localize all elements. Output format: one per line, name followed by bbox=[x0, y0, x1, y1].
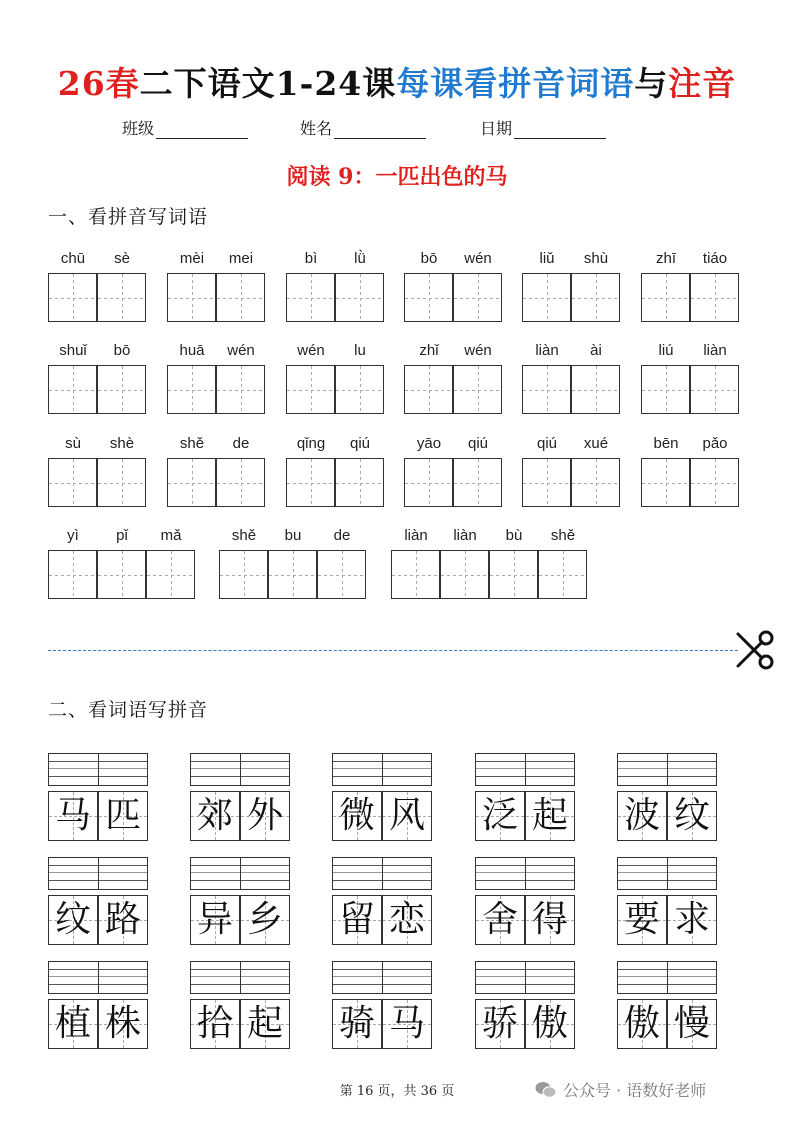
writing-box[interactable] bbox=[690, 365, 739, 414]
title-part-1: 26春 bbox=[57, 64, 140, 103]
pinyin-label: shuǐ bbox=[59, 342, 87, 359]
title-part-3: 每课看拼音词语 bbox=[396, 64, 635, 103]
pinyin-label: liàn bbox=[535, 342, 559, 359]
pinyin-label: shě bbox=[231, 527, 257, 544]
character-box bbox=[48, 999, 98, 1049]
writing-box[interactable] bbox=[571, 365, 620, 414]
writing-box[interactable] bbox=[48, 458, 97, 507]
character: 乡 bbox=[246, 899, 283, 940]
writing-box[interactable] bbox=[522, 365, 571, 414]
pinyin-label: qiú bbox=[536, 435, 558, 452]
pinyin-label: huā bbox=[179, 342, 205, 359]
pinyin-label: wén bbox=[464, 342, 492, 359]
pinyin-label: bō bbox=[113, 342, 131, 359]
pinyin-label: lu bbox=[354, 342, 366, 359]
writing-box[interactable] bbox=[216, 365, 265, 414]
character-box bbox=[475, 791, 525, 841]
character: 异 bbox=[196, 899, 233, 940]
pinyin-line-divider bbox=[382, 858, 383, 889]
pinyin-label: pǐ bbox=[116, 527, 128, 544]
pinyin-label: bì bbox=[304, 250, 318, 267]
character-box bbox=[332, 791, 382, 841]
character-box bbox=[617, 999, 667, 1049]
page-footer: 第 16 页，共 36 页 bbox=[339, 1084, 455, 1099]
pinyin-label: liàn bbox=[703, 342, 727, 359]
character: 泛 bbox=[481, 795, 518, 836]
writing-box[interactable] bbox=[453, 365, 502, 414]
pinyin-label: shě bbox=[550, 527, 576, 544]
character-box bbox=[525, 791, 575, 841]
pinyin-label: bō bbox=[420, 250, 438, 267]
pinyin-writing-line[interactable] bbox=[48, 961, 148, 994]
writing-box[interactable] bbox=[641, 365, 690, 414]
writing-box[interactable] bbox=[690, 273, 739, 322]
writing-box[interactable] bbox=[317, 550, 366, 599]
character: 马 bbox=[388, 1003, 425, 1044]
pinyin-writing-line[interactable] bbox=[190, 753, 290, 786]
pinyin-label: bēn bbox=[653, 435, 679, 452]
watermark-text: 公众号 · 语数好老师 bbox=[563, 1081, 707, 1100]
pinyin-label: lǜ bbox=[354, 250, 366, 267]
name-label: 姓名 bbox=[300, 119, 333, 138]
writing-box[interactable] bbox=[216, 273, 265, 322]
class-blank[interactable] bbox=[156, 123, 248, 139]
writing-box[interactable] bbox=[404, 458, 453, 507]
writing-box[interactable] bbox=[97, 365, 146, 414]
date-label: 日期 bbox=[480, 119, 513, 138]
character: 起 bbox=[246, 1003, 283, 1044]
title-part-2: 二下语文1-24课 bbox=[139, 64, 397, 103]
name-field bbox=[300, 116, 426, 139]
title-part-4: 与 bbox=[634, 64, 669, 103]
pinyin-writing-line[interactable] bbox=[48, 857, 148, 890]
pinyin-label: qǐng bbox=[296, 435, 326, 452]
pinyin-label: wén bbox=[464, 250, 492, 267]
writing-box[interactable] bbox=[522, 458, 571, 507]
writing-box[interactable] bbox=[571, 273, 620, 322]
scissors-icon bbox=[732, 628, 776, 672]
pinyin-line-divider bbox=[240, 754, 241, 785]
pinyin-label: zhī bbox=[655, 250, 676, 267]
writing-box[interactable] bbox=[268, 550, 317, 599]
writing-box[interactable] bbox=[167, 365, 216, 414]
character-box bbox=[48, 791, 98, 841]
date-blank[interactable] bbox=[514, 123, 606, 139]
character: 路 bbox=[104, 899, 141, 940]
character-box bbox=[382, 895, 432, 945]
writing-box[interactable] bbox=[453, 273, 502, 322]
pinyin-writing-line[interactable] bbox=[617, 753, 717, 786]
character-box bbox=[667, 895, 717, 945]
date-field bbox=[480, 116, 606, 139]
character-box bbox=[48, 895, 98, 945]
section1-heading: 一、看拼音写词语 bbox=[48, 206, 209, 228]
pinyin-line-divider bbox=[382, 754, 383, 785]
character: 留 bbox=[338, 899, 375, 940]
character: 要 bbox=[623, 899, 660, 940]
pinyin-label: mǎ bbox=[160, 527, 182, 544]
writing-box[interactable] bbox=[335, 365, 384, 414]
class-field bbox=[122, 116, 248, 139]
watermark bbox=[535, 1078, 706, 1101]
character-box bbox=[475, 999, 525, 1049]
writing-box[interactable] bbox=[97, 550, 146, 599]
writing-box[interactable] bbox=[440, 550, 489, 599]
character-box bbox=[240, 895, 290, 945]
pinyin-label: shè bbox=[109, 435, 135, 452]
writing-box[interactable] bbox=[538, 550, 587, 599]
pinyin-line-divider bbox=[667, 754, 668, 785]
character-box bbox=[98, 999, 148, 1049]
character: 风 bbox=[388, 795, 425, 836]
writing-box[interactable] bbox=[571, 458, 620, 507]
writing-box[interactable] bbox=[216, 458, 265, 507]
writing-box[interactable] bbox=[286, 273, 335, 322]
pinyin-label: bù bbox=[505, 527, 523, 544]
pinyin-label: pǎo bbox=[702, 435, 728, 452]
character: 郊 bbox=[196, 795, 233, 836]
character-box bbox=[525, 895, 575, 945]
character: 外 bbox=[246, 795, 283, 836]
pinyin-label: chū bbox=[60, 250, 86, 267]
writing-box[interactable] bbox=[335, 458, 384, 507]
pinyin-label: yāo bbox=[416, 435, 442, 452]
title-part-5: 注音 bbox=[668, 64, 737, 103]
lesson-subtitle: 阅读 9：一匹出色的马 bbox=[286, 164, 508, 190]
character-box bbox=[190, 999, 240, 1049]
character: 纹 bbox=[673, 795, 710, 836]
writing-box[interactable] bbox=[167, 273, 216, 322]
writing-box[interactable] bbox=[335, 273, 384, 322]
character-box bbox=[240, 791, 290, 841]
pinyin-line-divider bbox=[240, 962, 241, 993]
writing-box[interactable] bbox=[146, 550, 195, 599]
name-blank[interactable] bbox=[334, 123, 426, 139]
pinyin-label: mèi bbox=[179, 250, 205, 267]
pinyin-writing-line[interactable] bbox=[617, 857, 717, 890]
pinyin-line-divider bbox=[382, 962, 383, 993]
character: 起 bbox=[531, 795, 568, 836]
pinyin-line-divider bbox=[98, 858, 99, 889]
cut-line bbox=[48, 650, 738, 651]
character: 植 bbox=[54, 1003, 91, 1044]
pinyin-writing-line[interactable] bbox=[475, 961, 575, 994]
wechat-icon bbox=[535, 1081, 557, 1099]
pinyin-label: ài bbox=[590, 342, 602, 359]
character: 骄 bbox=[481, 1003, 518, 1044]
character-box bbox=[617, 791, 667, 841]
character: 拾 bbox=[196, 1003, 233, 1044]
character: 波 bbox=[623, 795, 660, 836]
pinyin-label: liàn bbox=[404, 527, 428, 544]
character-box bbox=[190, 791, 240, 841]
pinyin-line-divider bbox=[525, 962, 526, 993]
pinyin-label: wén bbox=[227, 342, 255, 359]
writing-box[interactable] bbox=[48, 273, 97, 322]
character: 恋 bbox=[388, 899, 425, 940]
character-box bbox=[382, 791, 432, 841]
pinyin-label: bu bbox=[284, 527, 302, 544]
writing-box[interactable] bbox=[404, 365, 453, 414]
writing-box[interactable] bbox=[453, 458, 502, 507]
pinyin-label: liú bbox=[658, 342, 674, 359]
pinyin-label: wén bbox=[297, 342, 325, 359]
writing-box[interactable] bbox=[641, 273, 690, 322]
character-box bbox=[240, 999, 290, 1049]
writing-box[interactable] bbox=[690, 458, 739, 507]
character-box bbox=[332, 895, 382, 945]
pinyin-label: sè bbox=[114, 250, 130, 267]
writing-box[interactable] bbox=[286, 458, 335, 507]
character-box bbox=[382, 999, 432, 1049]
character-box bbox=[98, 791, 148, 841]
character-box bbox=[667, 791, 717, 841]
character: 株 bbox=[104, 1003, 141, 1044]
character: 骑 bbox=[338, 1003, 375, 1044]
writing-box[interactable] bbox=[489, 550, 538, 599]
pinyin-label: shě bbox=[179, 435, 205, 452]
character: 得 bbox=[531, 899, 568, 940]
pinyin-line-divider bbox=[667, 858, 668, 889]
pinyin-writing-line[interactable] bbox=[332, 961, 432, 994]
writing-box[interactable] bbox=[391, 550, 440, 599]
writing-box[interactable] bbox=[167, 458, 216, 507]
pinyin-line-divider bbox=[525, 858, 526, 889]
pinyin-line-divider bbox=[98, 962, 99, 993]
writing-box[interactable] bbox=[48, 365, 97, 414]
pinyin-label: de bbox=[333, 527, 351, 544]
pinyin-label: qiú bbox=[349, 435, 371, 452]
pinyin-writing-line[interactable] bbox=[190, 857, 290, 890]
pinyin-label: qiú bbox=[467, 435, 489, 452]
writing-box[interactable] bbox=[404, 273, 453, 322]
pinyin-writing-line[interactable] bbox=[475, 753, 575, 786]
writing-box[interactable] bbox=[97, 273, 146, 322]
character: 匹 bbox=[104, 795, 141, 836]
character: 微 bbox=[338, 795, 375, 836]
character: 纹 bbox=[54, 899, 91, 940]
pinyin-label: mei bbox=[228, 250, 254, 267]
pinyin-label: sù bbox=[65, 435, 81, 452]
pinyin-label: shù bbox=[583, 250, 609, 267]
pinyin-label: xué bbox=[583, 435, 609, 452]
character-box bbox=[525, 999, 575, 1049]
pinyin-writing-line[interactable] bbox=[332, 857, 432, 890]
pinyin-line-divider bbox=[667, 962, 668, 993]
pinyin-writing-line[interactable] bbox=[617, 961, 717, 994]
pinyin-label: liǔ bbox=[539, 250, 555, 267]
pinyin-writing-line[interactable] bbox=[190, 961, 290, 994]
character-box bbox=[190, 895, 240, 945]
writing-box[interactable] bbox=[219, 550, 268, 599]
character-box bbox=[332, 999, 382, 1049]
character: 傲 bbox=[623, 1003, 660, 1044]
pinyin-writing-line[interactable] bbox=[475, 857, 575, 890]
character: 求 bbox=[673, 899, 710, 940]
writing-box[interactable] bbox=[97, 458, 146, 507]
pinyin-label: tiáo bbox=[702, 250, 728, 267]
writing-box[interactable] bbox=[522, 273, 571, 322]
page-title bbox=[0, 58, 794, 105]
pinyin-writing-line[interactable] bbox=[332, 753, 432, 786]
pinyin-label: zhǐ bbox=[419, 342, 439, 359]
character: 马 bbox=[54, 795, 91, 836]
character-box bbox=[98, 895, 148, 945]
pinyin-line-divider bbox=[525, 754, 526, 785]
writing-box[interactable] bbox=[286, 365, 335, 414]
pinyin-label: de bbox=[232, 435, 250, 452]
pinyin-line-divider bbox=[98, 754, 99, 785]
writing-box[interactable] bbox=[48, 550, 97, 599]
pinyin-writing-line[interactable] bbox=[48, 753, 148, 786]
character: 傲 bbox=[531, 1003, 568, 1044]
character: 慢 bbox=[673, 1003, 710, 1044]
character-box bbox=[475, 895, 525, 945]
writing-box[interactable] bbox=[641, 458, 690, 507]
character-box bbox=[617, 895, 667, 945]
character: 舍 bbox=[481, 899, 518, 940]
pinyin-label: liàn bbox=[453, 527, 477, 544]
pinyin-label: yì bbox=[67, 527, 79, 544]
character-box bbox=[667, 999, 717, 1049]
section2-heading: 二、看词语写拼音 bbox=[48, 699, 209, 721]
pinyin-line-divider bbox=[240, 858, 241, 889]
class-label: 班级 bbox=[122, 119, 155, 138]
